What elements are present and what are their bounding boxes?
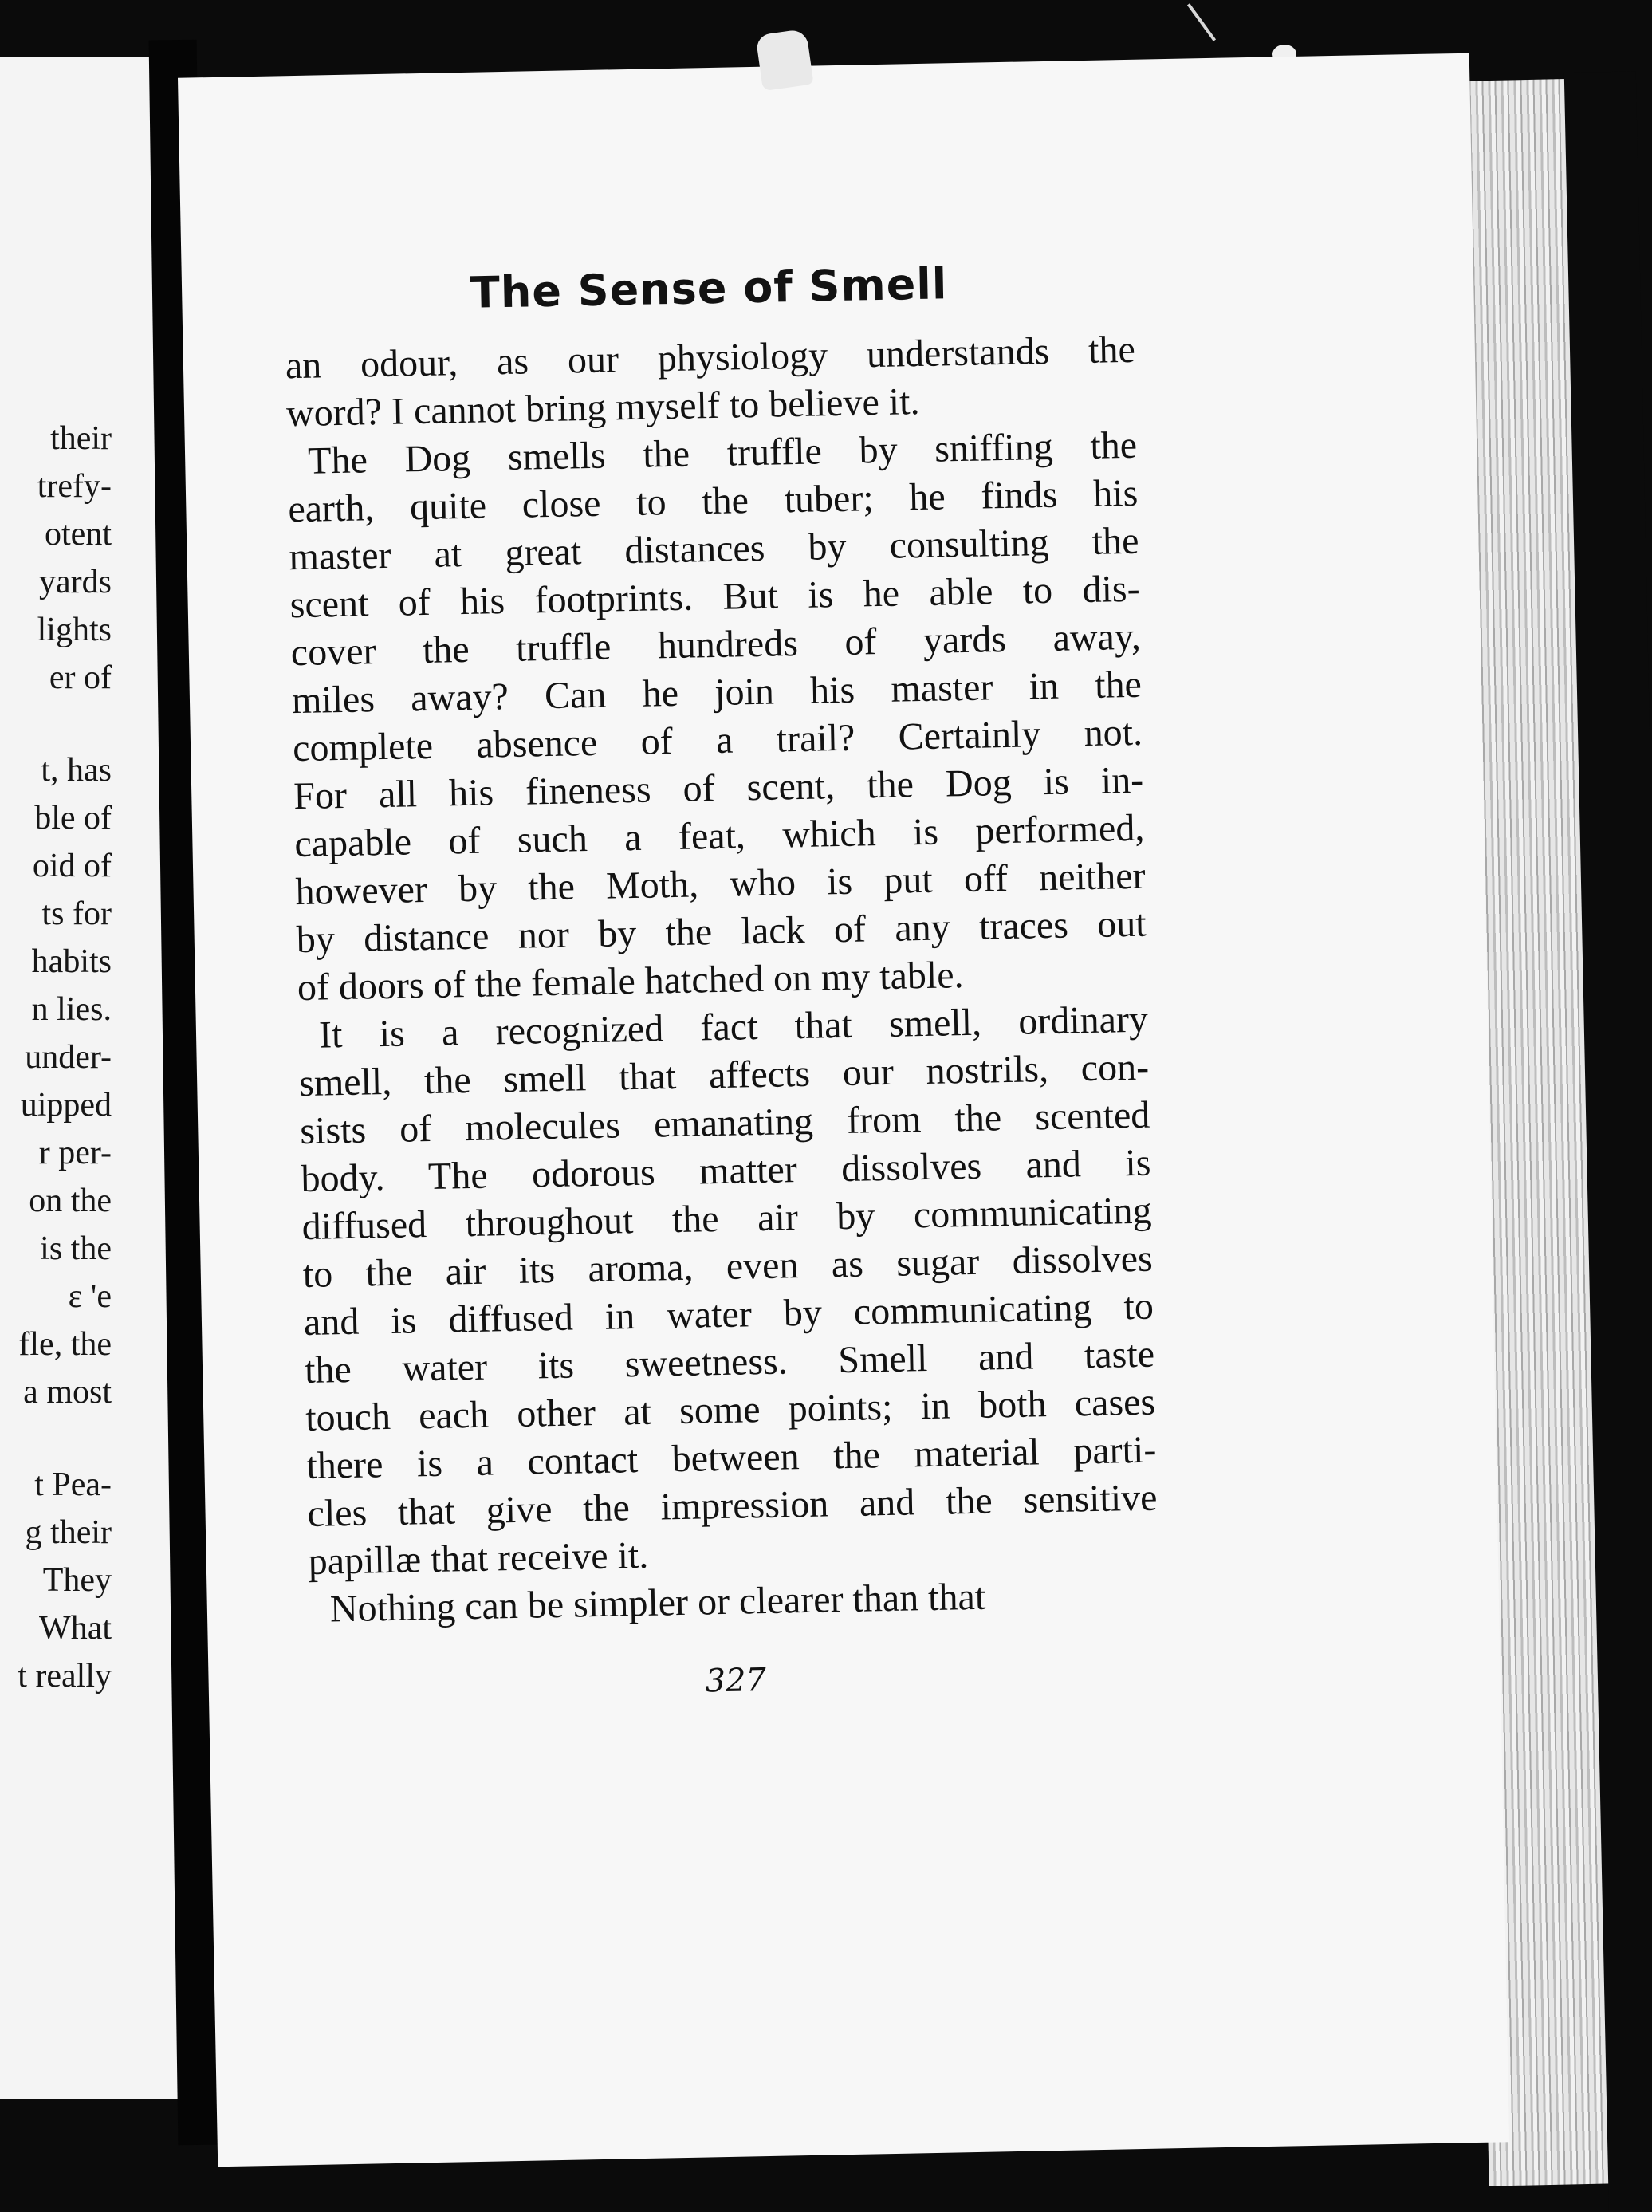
text-line: It is a recognized fact that smell, ordinary xyxy=(318,998,1149,1057)
text-line: papillæ that receive it. xyxy=(308,1533,649,1583)
text-line: word? I cannot bring myself to believe it. xyxy=(285,380,920,435)
left-page-fragment: ts for xyxy=(41,895,112,932)
text-line: body. The odorous matter dissolves and is xyxy=(301,1141,1151,1201)
text-line: Nothing can be simpler or clearer than that xyxy=(329,1575,986,1631)
left-page-fragment: ε 'e xyxy=(68,1278,112,1315)
left-page-fragment: under- xyxy=(25,1039,112,1076)
text-line: there is a contact between the material parti- xyxy=(305,1428,1157,1488)
left-page-fragment: on the xyxy=(29,1183,112,1219)
left-page-fragment: yards xyxy=(39,564,112,600)
left-page-fragment xyxy=(0,702,112,746)
page-number: 327 xyxy=(705,1662,767,1700)
text-line: master at great distances by consulting the xyxy=(289,519,1139,579)
text-line: and is diffused in water by communicating to xyxy=(303,1285,1154,1344)
left-page-fragment: habits xyxy=(31,943,112,980)
left-page-fragment xyxy=(0,1416,112,1461)
left-page-fragment: lights xyxy=(37,612,112,648)
text-line: complete absence of a trail? Certainly not. xyxy=(292,710,1143,770)
left-page-fragment: g their xyxy=(25,1514,112,1551)
left-page-fragment: What xyxy=(39,1610,112,1647)
text-line: cover the truffle hundreds of yards away, xyxy=(290,615,1142,675)
page-text-column xyxy=(284,253,1161,1707)
text-line: capable of such a feat, which is performed, xyxy=(293,806,1145,866)
text-line: touch each other at some points; in both cases xyxy=(305,1380,1156,1440)
text-line: diffused throughout the air by communicating xyxy=(301,1189,1153,1249)
left-page-fragment: er of xyxy=(49,659,112,696)
text-line: miles away? Can he join his master in the xyxy=(291,663,1143,722)
text-line: an odour, as our physiology understands the xyxy=(285,328,1136,388)
scan-artifact-line xyxy=(1187,3,1216,41)
left-page-fragment: fle, the xyxy=(18,1326,112,1363)
text-line: the water its sweetness. Smell and taste xyxy=(304,1332,1155,1392)
text-line: earth, quite close to the tuber; he finds his xyxy=(287,471,1139,531)
left-page-fragment: ble of xyxy=(34,800,112,836)
text-line: by distance nor by the lack of any traces out xyxy=(296,902,1147,962)
text-line: however by the Moth, who is put off neither xyxy=(295,854,1146,914)
paper-tab xyxy=(755,29,813,91)
left-page-fragment: r per- xyxy=(38,1135,112,1171)
text-line: smell, the smell that affects our nostrils, con- xyxy=(298,1045,1150,1105)
left-page-fragment: their xyxy=(50,420,112,457)
text-line: cles that give the impression and the sensitive xyxy=(307,1476,1158,1535)
text-line: The Dog smells the truffle by sniffing the xyxy=(307,423,1138,482)
left-page-fragment: trefy- xyxy=(37,468,112,505)
left-page-fragment: otent xyxy=(45,516,112,553)
left-page-fragment: t really xyxy=(18,1658,112,1694)
left-page-text-fragments xyxy=(0,415,112,1700)
left-page-fragment: oid of xyxy=(32,848,112,884)
text-line: For all his fineness of scent, the Dog is in- xyxy=(293,758,1144,818)
body-text xyxy=(285,326,1159,1634)
left-page-fragment: They xyxy=(42,1562,112,1599)
text-line: to the air its aroma, even as sugar dissolves xyxy=(302,1237,1154,1297)
text-line: of doors of the female hatched on my table. xyxy=(297,954,965,1010)
left-page-fragment: a most xyxy=(23,1374,112,1411)
running-head: The Sense of Smell xyxy=(470,258,948,318)
text-line: scent of his footprints. But is he able to dis- xyxy=(289,567,1141,627)
text-line: sists of molecules emanating from the scented xyxy=(299,1093,1150,1153)
left-page-fragment: t, has xyxy=(41,752,112,789)
left-page-fragment: is the xyxy=(40,1230,112,1267)
left-page-fragment: n lies. xyxy=(31,991,112,1028)
main-page xyxy=(178,53,1509,2167)
left-page-fragment: t Pea- xyxy=(34,1466,112,1503)
left-page-fragment: uipped xyxy=(20,1087,112,1124)
